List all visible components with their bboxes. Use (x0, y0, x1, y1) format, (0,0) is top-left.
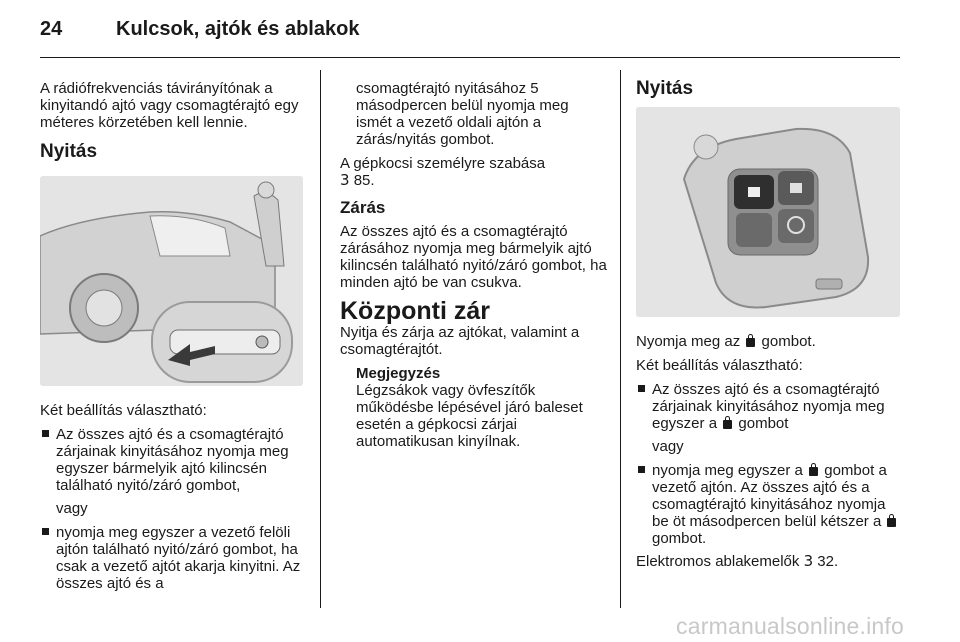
personalize-ref: A gépkocsi személyre szabása 3 85. (340, 155, 546, 189)
or-text: vagy (56, 500, 88, 517)
page-reference[interactable]: 32. (817, 553, 839, 570)
central-lock-heading: Központi zár (340, 297, 490, 325)
settings-intro: Két beállítás választható: (636, 357, 803, 374)
page-reference-arrow-icon: 3 (803, 552, 814, 570)
bullet-square-icon (638, 466, 645, 473)
locking-paragraph: Az összes ajtó és a csomagtérajtó zárásához nyomja meg bármelyik ajtó kilincsén található nyitó/záró gombot, ha minden ajtó be van csukva. (340, 223, 607, 291)
press-instruction: Nyomja meg az gombot. (636, 333, 816, 350)
note-text: Légzsákok vagy övfeszítők működésbe lépésével járó baleset esetén a gépkocsi zárjai automatikusan kinyílnak. (356, 382, 583, 450)
list-item: nyomja meg egyszer a gombot a vezető ajtón. Az összes ajtó és a csomagtérajtó kinyitásához nyomja be öt másodpercen belül kétszer a gombot. (636, 462, 902, 547)
column-divider (320, 70, 321, 608)
list-item: Az összes ajtó és a csomagtérajtó zárjainak kinyitásához nyomja meg egyszer bármelyik ajtó kilincsén található nyitó/záró gombot, (40, 426, 312, 494)
note-title: Megjegyzés (356, 365, 441, 382)
unlock-button-icon (723, 420, 732, 429)
column-divider (620, 70, 621, 608)
header-rule (40, 57, 900, 58)
page-reference[interactable]: 85. (353, 172, 375, 189)
unlock-button-icon (809, 467, 818, 476)
or-text: vagy (652, 438, 684, 455)
column-1 (40, 80, 308, 167)
settings-intro: Két beállítás választható: (40, 402, 207, 419)
list-item: nyomja meg egyszer a vezető felöli ajtón található nyitó/záró gombot, ha csak a vezető ajtót akarja kinyitni. Az összes ajtó és a (40, 524, 312, 592)
door-handle-illustration (40, 176, 303, 386)
page-title: Kulcsok, ajtók és ablakok (116, 18, 360, 40)
bullet-square-icon (638, 385, 645, 392)
list-item: Az összes ajtó és a csomagtérajtó zárjainak kinyitásához nyomja meg egyszer a gombot (636, 381, 902, 432)
unlock-button-icon (887, 518, 896, 527)
central-lock-paragraph: Nyitja és zárja az ajtókat, valamint a csomagtérajtót. (340, 324, 580, 358)
column-3 (636, 80, 902, 104)
watermark: carmanualsonline.info (676, 613, 904, 639)
continuation-paragraph: csomagtérajtó nyitásához 5 másodpercen belül nyomja meg ismét a vezető oldali ajtón a zárás/nyitás gombot. (356, 80, 569, 148)
page-number: 24 (40, 18, 63, 40)
page-reference-arrow-icon: 3 (340, 171, 350, 189)
remote-key-illustration (636, 107, 900, 317)
locking-heading: Zárás (340, 198, 386, 217)
section-heading: Nyitás (636, 78, 694, 99)
bullet-square-icon (42, 528, 49, 535)
note-box (340, 365, 608, 450)
window-ref: Elektromos ablakemelők 3 32. (636, 552, 839, 570)
car-door-figure (40, 176, 303, 386)
bullet-square-icon (42, 430, 49, 437)
section-heading: Nyitás (40, 141, 98, 162)
column-1-lower (40, 402, 312, 598)
column-3-lower (636, 333, 902, 577)
unlock-button-icon (746, 338, 755, 347)
key-fob-figure (636, 107, 900, 317)
column-2 (340, 80, 608, 450)
intro-paragraph: A rádiófrekvenciás távirányítónak a kinyitandó ajtó vagy csomagtérajtó egy méteres körzetében kell lennie. (40, 80, 299, 131)
